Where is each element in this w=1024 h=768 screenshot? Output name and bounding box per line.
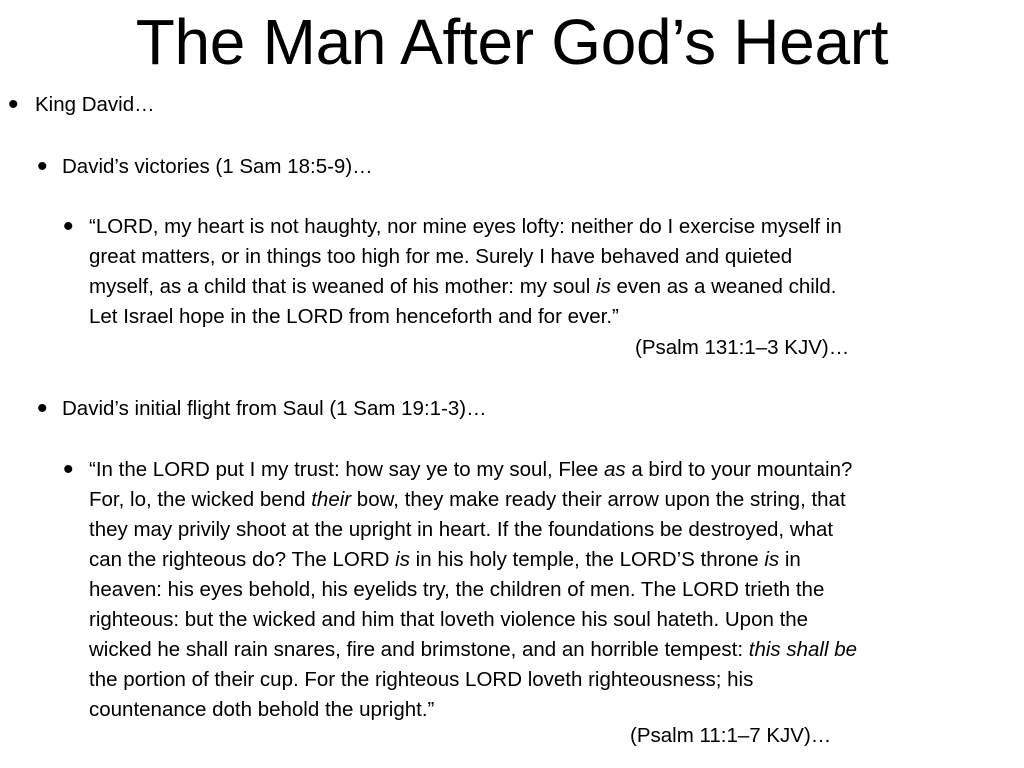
bullet-dot: • bbox=[63, 453, 74, 486]
bullet-dot: • bbox=[37, 150, 48, 183]
quote-segment: Let Israel hope in the LORD from henceforth and for ever.” bbox=[89, 305, 619, 328]
quote-line bbox=[89, 242, 1024, 272]
quote-line bbox=[89, 545, 1024, 575]
quote-segment: in his holy temple, the LORD’S throne bbox=[409, 548, 765, 571]
quote-emphasis: their bbox=[311, 488, 352, 511]
quote-emphasis: is bbox=[395, 548, 410, 571]
quote-emphasis: is bbox=[764, 548, 780, 571]
quote-emphasis: as bbox=[603, 458, 626, 481]
quote-text bbox=[89, 212, 1024, 332]
quote-segment: they may privily shoot at the upright in heart. If the foundations be destroyed, what bbox=[89, 518, 834, 541]
quote-line bbox=[89, 695, 1024, 725]
quote-emphasis: is bbox=[596, 275, 611, 298]
citation-psalm-131: (Psalm 131:1–3 KJV)… bbox=[635, 336, 850, 359]
quote-segment: can the righteous do? The LORD bbox=[89, 548, 396, 571]
quote-segment: For, lo, the wicked bend bbox=[89, 488, 312, 511]
bullet-text: David’s victories (1 Sam 18:5-9)… bbox=[62, 155, 373, 178]
quote-line bbox=[89, 605, 1024, 635]
quote-line bbox=[89, 515, 1024, 545]
quote-segment: righteous: but the wicked and him that loveth violence his soul hateth. Upon the bbox=[89, 608, 809, 631]
quote-line bbox=[89, 272, 1024, 302]
quote-segment: in bbox=[779, 548, 801, 571]
quote-segment: great matters, or in things too high for me. Surely I have behaved and quieted bbox=[89, 245, 793, 268]
quote-line bbox=[89, 455, 1024, 485]
quote-segment: heaven: his eyes behold, his eyelids try, the children of men. The LORD trieth the bbox=[89, 578, 825, 601]
quote-segment: “LORD, my heart is not haughty, nor mine eyes lofty: neither do I exercise myself in bbox=[89, 215, 842, 238]
quote-line bbox=[89, 212, 1024, 242]
slide-title: The Man After God’s Heart bbox=[135, 6, 889, 78]
quote-emphasis: this shall be bbox=[748, 638, 858, 661]
quote-segment: “In the LORD put I my trust: how say ye to my soul, Flee bbox=[89, 458, 604, 481]
quote-segment: the portion of their cup. For the righteous LORD loveth righteousness; his bbox=[89, 668, 754, 691]
quote-segment: countenance doth behold the upright.” bbox=[89, 698, 435, 721]
quote-text bbox=[89, 455, 1024, 725]
quote-line bbox=[89, 635, 1024, 665]
bullet-dot: • bbox=[37, 392, 48, 425]
quote-line bbox=[89, 575, 1024, 605]
bullet-text: David’s initial flight from Saul (1 Sam 19:1-3)… bbox=[62, 397, 487, 420]
citation-psalm-11: (Psalm 11:1–7 KJV)… bbox=[630, 724, 832, 747]
quote-segment: bow, they make ready their arrow upon the string, that bbox=[351, 488, 846, 511]
quote-segment: wicked he shall rain snares, fire and brimstone, and an horrible tempest: bbox=[89, 638, 749, 661]
quote-line bbox=[89, 302, 1024, 332]
bullet-text: King David… bbox=[35, 93, 155, 116]
quote-line bbox=[89, 665, 1024, 695]
quote-line bbox=[89, 485, 1024, 515]
bullet-dot: • bbox=[8, 88, 19, 121]
quote-segment: myself, as a child that is weaned of his mother: my soul bbox=[89, 275, 597, 298]
quote-segment: even as a weaned child. bbox=[610, 275, 837, 298]
bullet-dot: • bbox=[63, 210, 74, 243]
quote-segment: a bird to your mountain? bbox=[625, 458, 853, 481]
